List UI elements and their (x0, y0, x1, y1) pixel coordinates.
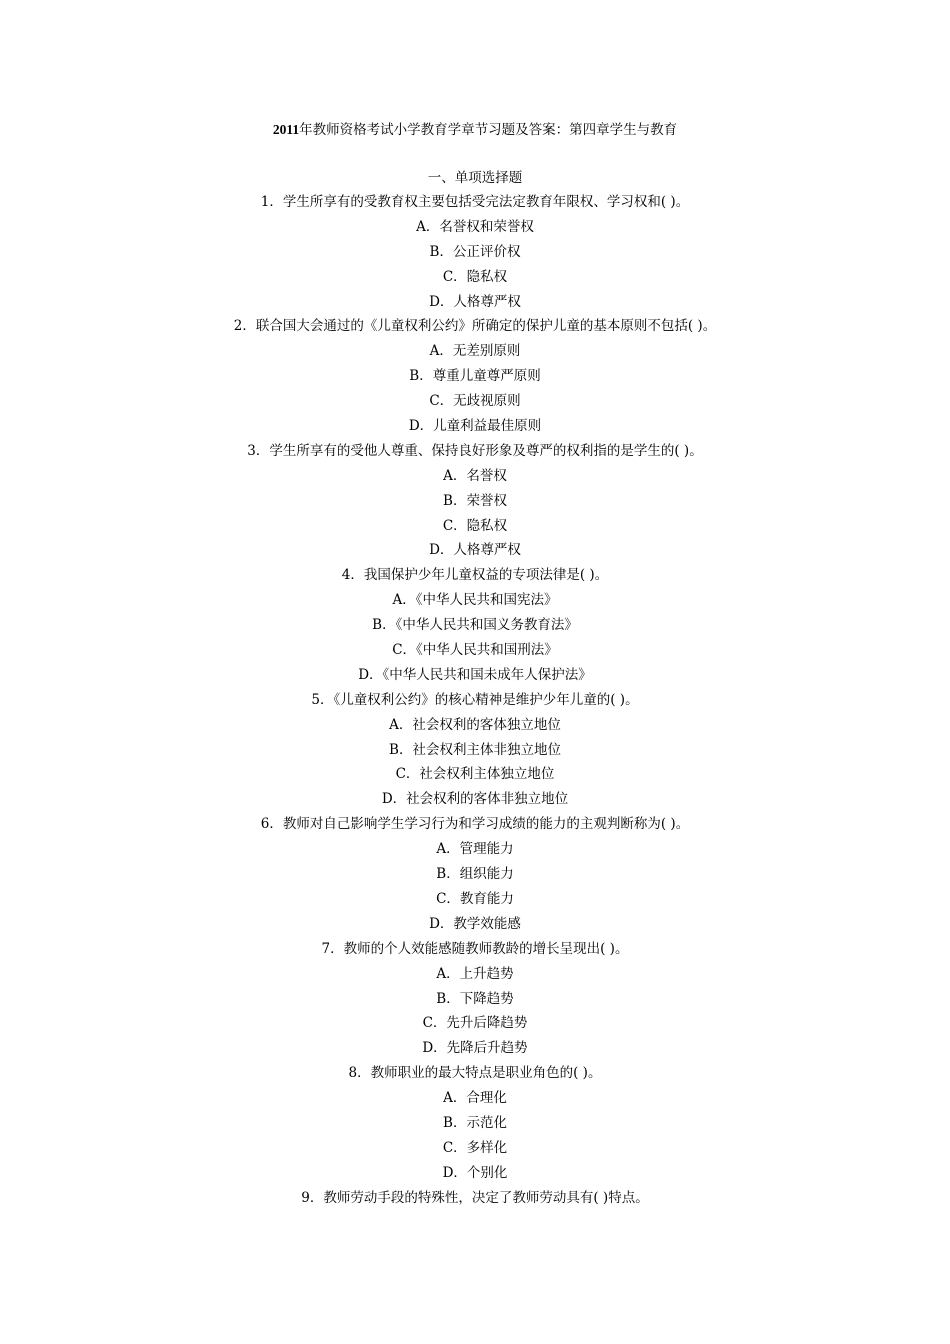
answer-option: A．名誉权和荣誉权 (416, 218, 534, 235)
answer-option: B．社会权利主体非独立地位 (389, 741, 561, 758)
question-stem: 4．我国保护少年儿童权益的专项法律是( )。 (341, 567, 609, 584)
answer-option: C．无歧视原则 (429, 393, 521, 410)
answer-option: A．《中华人民共和国宪法》 (392, 592, 558, 609)
question-stem: 5．《儿童权利公约》的核心精神是维护少年儿童的( )。 (311, 691, 639, 708)
answer-option: B．尊重儿童尊严原则 (409, 368, 541, 385)
answer-option: D．人格尊严权 (429, 293, 521, 310)
answer-option: C．先升后降趋势 (422, 1015, 528, 1032)
answer-option: D．儿童利益最佳原则 (408, 418, 542, 435)
question-stem: 8．教师职业的最大特点是职业角色的( )。 (348, 1065, 602, 1082)
answer-option: C．多样化 (442, 1139, 508, 1156)
answer-option: B．组织能力 (436, 866, 514, 883)
answer-option: D．教学效能感 (429, 915, 521, 932)
answer-option: A．合理化 (443, 1090, 507, 1107)
answer-option: B．公正评价权 (429, 243, 521, 260)
answer-option: D．先降后升趋势 (422, 1040, 528, 1057)
answer-option: B．下降趋势 (436, 990, 514, 1007)
answer-option: C．社会权利主体独立地位 (395, 766, 555, 783)
answer-option: B．示范化 (443, 1114, 507, 1131)
answer-option: A．社会权利的客体独立地位 (389, 716, 561, 733)
answer-option: B．荣誉权 (443, 492, 507, 509)
question-stem: 6．教师对自己影响学生学习行为和学习成绩的能力的主观判断称为( )。 (260, 816, 690, 833)
answer-option: D．社会权利的客体非独立地位 (381, 791, 569, 808)
answer-option: D．人格尊严权 (429, 542, 521, 559)
answer-option: C．隐私权 (442, 517, 508, 534)
question-stem: 7．教师的个人效能感随教师教龄的增长呈现出( )。 (321, 940, 629, 957)
answer-option: C．《中华人民共和国刑法》 (392, 642, 558, 659)
title-text: 年教师资格考试小学教育学章节习题及答案：第四章学生与教育 (299, 122, 678, 138)
answer-option: A．名誉权 (443, 467, 507, 484)
question-stem: 9．教师劳动手段的特殊性，决定了教师劳动具有( )特点。 (301, 1189, 649, 1206)
answer-option: D．个别化 (442, 1164, 508, 1181)
answer-option: B．《中华人民共和国义务教育法》 (372, 617, 578, 634)
answer-option: A．上升趋势 (436, 965, 514, 982)
answer-option: C．隐私权 (442, 268, 508, 285)
question-stem: 2．联合国大会通过的《儿童权利公约》所确定的保护儿童的基本原则不包括( )。 (233, 318, 717, 335)
answer-option: A．管理能力 (436, 841, 514, 858)
section-heading: 一、单项选择题 (427, 170, 523, 186)
title-year: 2011 (272, 122, 300, 137)
question-stem: 3．学生所享有的受他人尊重、保持良好形象及尊严的权利指的是学生的( )。 (247, 442, 703, 459)
answer-option: D．《中华人民共和国未成年人保护法》 (358, 666, 592, 683)
question-list (0, 193, 950, 1214)
document-title (0, 120, 950, 140)
answer-option: A．无差别原则 (429, 343, 521, 360)
question-stem: 1．学生所享有的受教育权主要包括受完法定教育年限权、学习权和( )。 (260, 194, 690, 210)
answer-option: C．教育能力 (436, 890, 514, 907)
